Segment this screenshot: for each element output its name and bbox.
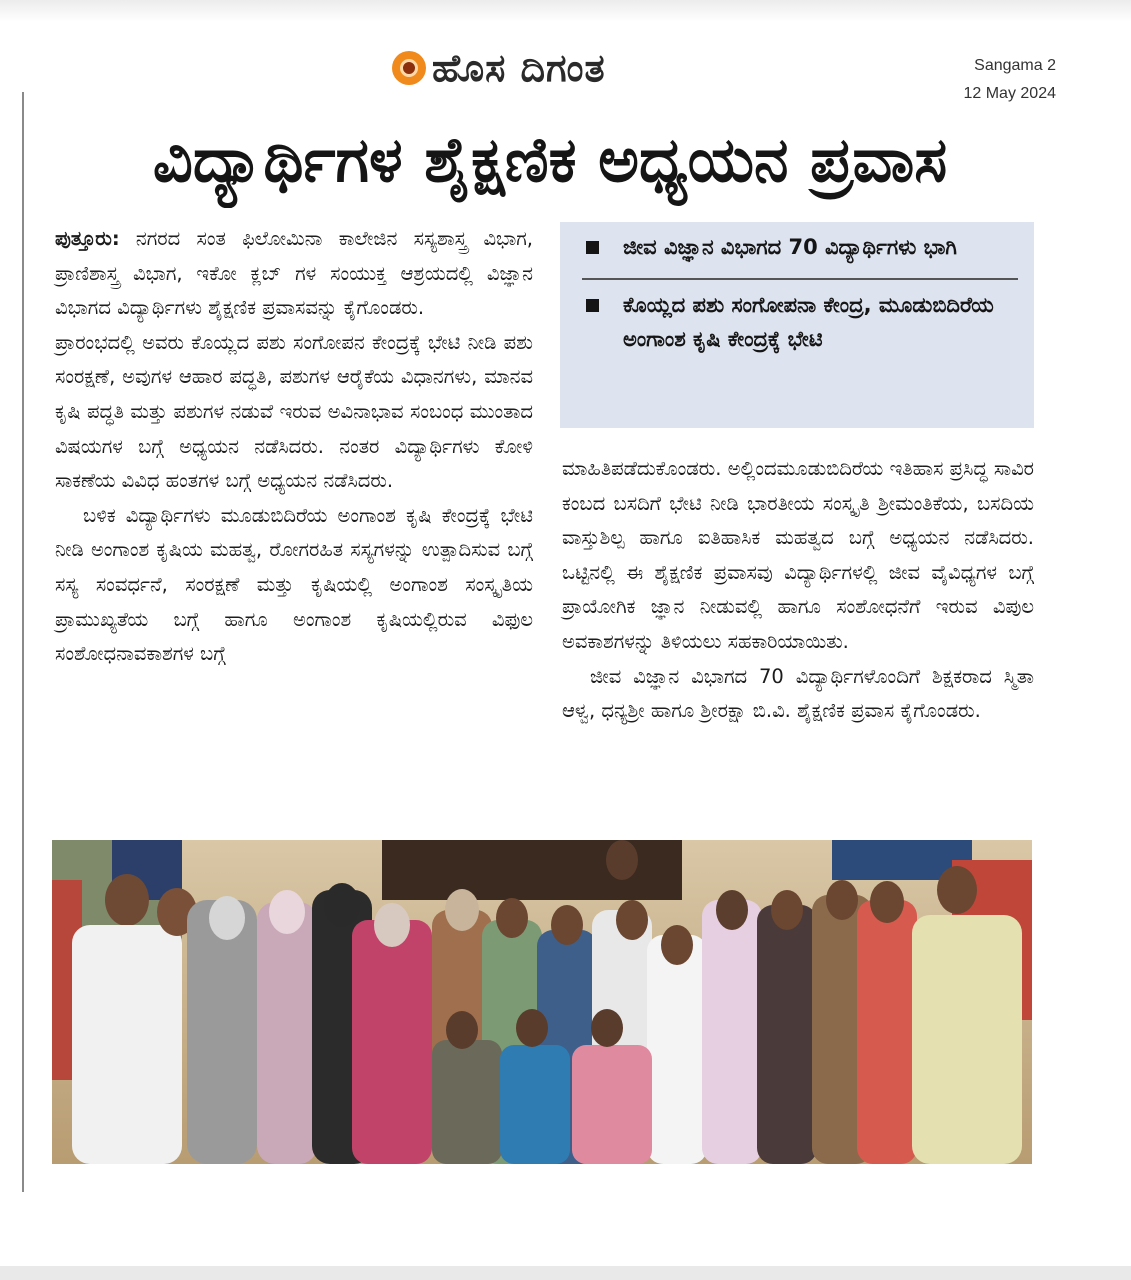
highlight-item <box>582 230 1018 264</box>
article-headline: ವಿದ್ಯಾರ್ಥಿಗಳ ಶೈಕ್ಷಣಿಕ ಅಧ್ಯಯನ ಪ್ರವಾಸ <box>152 123 948 196</box>
article-paragraph: ಜೀವ ವಿಜ್ಞಾನ ವಿಭಾಗದ 70 ವಿದ್ಯಾರ್ಥಿಗಳೊಂದಿಗೆ ಶಿಕ್ಷಕರಾದ ಸ್ಮಿತಾ ಆಳ್ವ, ಧನ್ಯಶ್ರೀ ಹಾಗೂ ಶ್ರೀರಕ್ಷಾ ಬಿ.ವಿ. ಶೈಕ್ಷಣಿಕ ಪ್ರವಾಸ ಕೈಗೊಂಡರು. <box>562 664 1034 723</box>
group-photo <box>52 840 1032 1164</box>
column-rule <box>22 92 24 1192</box>
highlights-box <box>560 222 1034 428</box>
highlight-item <box>582 278 1018 356</box>
paragraph-text: ನಗರದ ಸಂತ ಫಿಲೋಮಿನಾ ಕಾಲೇಜಿನ ಸಸ್ಯಶಾಸ್ತ್ರ ವಿಭಾಗ, ಪ್ರಾಣಿಶಾಸ್ತ್ರ ವಿಭಾಗ, ಇಕೋ ಕ್ಲಬ್ ಗಳ ಸಂಯುಕ್ತ ಆಶ್ರಯದಲ್ಲಿ ವಿಜ್ಞಾನ ವಿಭಾಗದ ವಿದ್ಯಾರ್ಥಿಗಳು ಶೈಕ್ಷಣಿಕ ಪ್ರವಾಸವನ್ನು ಕೈಗೊಂಡರು. <box>55 227 533 320</box>
page-bottom-strip <box>0 1266 1131 1280</box>
edition-label: Sangama 2 <box>974 57 1056 74</box>
article-paragraph: ಪ್ರಾರಂಭದಲ್ಲಿ ಅವರು ಕೊಯ್ಲದ ಪಶು ಸಂಗೋಪನ ಕೇಂದ್ರಕ್ಕೆ ಭೇಟಿ ನೀಡಿ ಪಶು ಸಂರಕ್ಷಣೆ, ಅವುಗಳ ಆಹಾರ ಪದ್ಧತಿ, ಪಶುಗಳ ಆರೈಕೆಯ ವಿಧಾನಗಳು, ಮಾನವ ಕೃಷಿ ಪದ್ಧತಿ ಮತ್ತು ಪಶುಗಳ ನಡುವೆ ಇರುವ ಅವಿನಾಭಾವ ಸಂಬಂಧ ಮುಂತಾದ ವಿಷಯಗಳ ಬಗ್ಗೆ ಅಧ್ಯಯನ ನಡೆಸಿದರು. ನಂತರ ವಿದ್ಯಾರ್ಥಿಗಳು ಕೋಳಿ ಸಾಕಣೆಯ ವಿವಿಧ ಹಂತಗಳ ಬಗ್ಗೆ ಅಧ್ಯಯನ ನಡೆಸಿದರು. <box>55 330 533 493</box>
article-column-right <box>562 452 1034 729</box>
article-paragraph <box>55 222 533 326</box>
dateline: ಪುತ್ತೂರು: <box>55 227 120 250</box>
article-paragraph: ಬಳಿಕ ವಿದ್ಯಾರ್ಥಿಗಳು ಮೂಡುಬಿದಿರೆಯ ಅಂಗಾಂಶ ಕೃಷಿ ಕೇಂದ್ರಕ್ಕೆ ಭೇಟಿ ನೀಡಿ ಅಂಗಾಂಶ ಕೃಷಿಯ ಮಹತ್ವ, ರೋಗರಹಿತ ಸಸ್ಯಗಳನ್ನು ಉತ್ಪಾದಿಸುವ ಬಗ್ಗೆ ಸಸ್ಯ ಸಂವರ್ಧನೆ, ಸಂರಕ್ಷಣೆ ಮತ್ತು ಕೃಷಿಯಲ್ಲಿ ಅಂಗಾಂಶ ಸಂಸ್ಕೃತಿಯ ಪ್ರಾಮುಖ್ಯತೆಯ ಬಗ್ಗೆ ಹಾಗೂ ಅಂಗಾಂಶ ಕೃಷಿಯಲ್ಲಿರುವ ವಿಫುಲ ಸಂಶೋಧನಾವಕಾಶಗಳ ಬಗ್ಗೆ <box>55 503 533 666</box>
highlight-text: ಕೊಯ್ಲದ ಪಶು ಸಂಗೋಪನಾ ಕೇಂದ್ರ, ಮೂಡುಬಿದಿರೆಯ ಅಂಗಾಂಶ ಕೃಷಿ ಕೇಂದ್ರಕ್ಕೆ ಭೇಟಿ <box>623 293 994 351</box>
square-bullet-icon <box>586 241 599 254</box>
publication-meta <box>963 52 1056 108</box>
publication-date: 12 May 2024 <box>963 85 1056 102</box>
article-column-left <box>55 222 533 672</box>
newspaper-logo-text: ಹೊಸ ದಿಗಂತ <box>432 45 606 90</box>
sun-logo-icon <box>392 51 426 85</box>
page-top-strip <box>0 0 1131 22</box>
article-paragraph: ಮಾಹಿತಿಪಡೆದುಕೊಂಡರು. ಅಲ್ಲಿಂದಮೂಡುಬಿದಿರೆಯ ಇತಿಹಾಸ ಪ್ರಸಿದ್ಧ ಸಾವಿರ ಕಂಬದ ಬಸದಿಗೆ ಭೇಟಿ ನೀಡಿ ಭಾರತೀಯ ಸಂಸ್ಕೃತಿ ಶ್ರೀಮಂತಿಕೆಯ, ಬಸದಿಯ ವಾಸ್ತುಶಿಲ್ಪ ಹಾಗೂ ಐತಿಹಾಸಿಕ ಮಹತ್ವದ ಬಗ್ಗೆ ಅಧ್ಯಯನ ನಡೆಸಿದರು. ಒಟ್ಟಿನಲ್ಲಿ ಈ ಶೈಕ್ಷಣಿಕ ಪ್ರವಾಸವು ವಿದ್ಯಾರ್ಥಿಗಳಲ್ಲಿ ಜೀವ ವೈವಿಧ್ಯಗಳ ಬಗ್ಗೆ ಪ್ರಾಯೋಗಿಕ ಜ್ಞಾನ ನೀಡುವಲ್ಲಿ ಹಾಗೂ ಸಂಶೋಧನೆಗೆ ಇರುವ ವಿಪುಲ ಅವಕಾಶಗಳನ್ನು ತಿಳಿಯಲು ಸಹಕಾರಿಯಾಯಿತು. <box>562 457 1034 653</box>
square-bullet-icon <box>586 299 599 312</box>
masthead <box>392 42 692 94</box>
group-photo-icon <box>52 840 1032 1164</box>
highlight-text: ಜೀವ ವಿಜ್ಞಾನ ವಿಭಾಗದ 70 ವಿದ್ಯಾರ್ಥಿಗಳು ಭಾಗಿ <box>623 235 957 259</box>
